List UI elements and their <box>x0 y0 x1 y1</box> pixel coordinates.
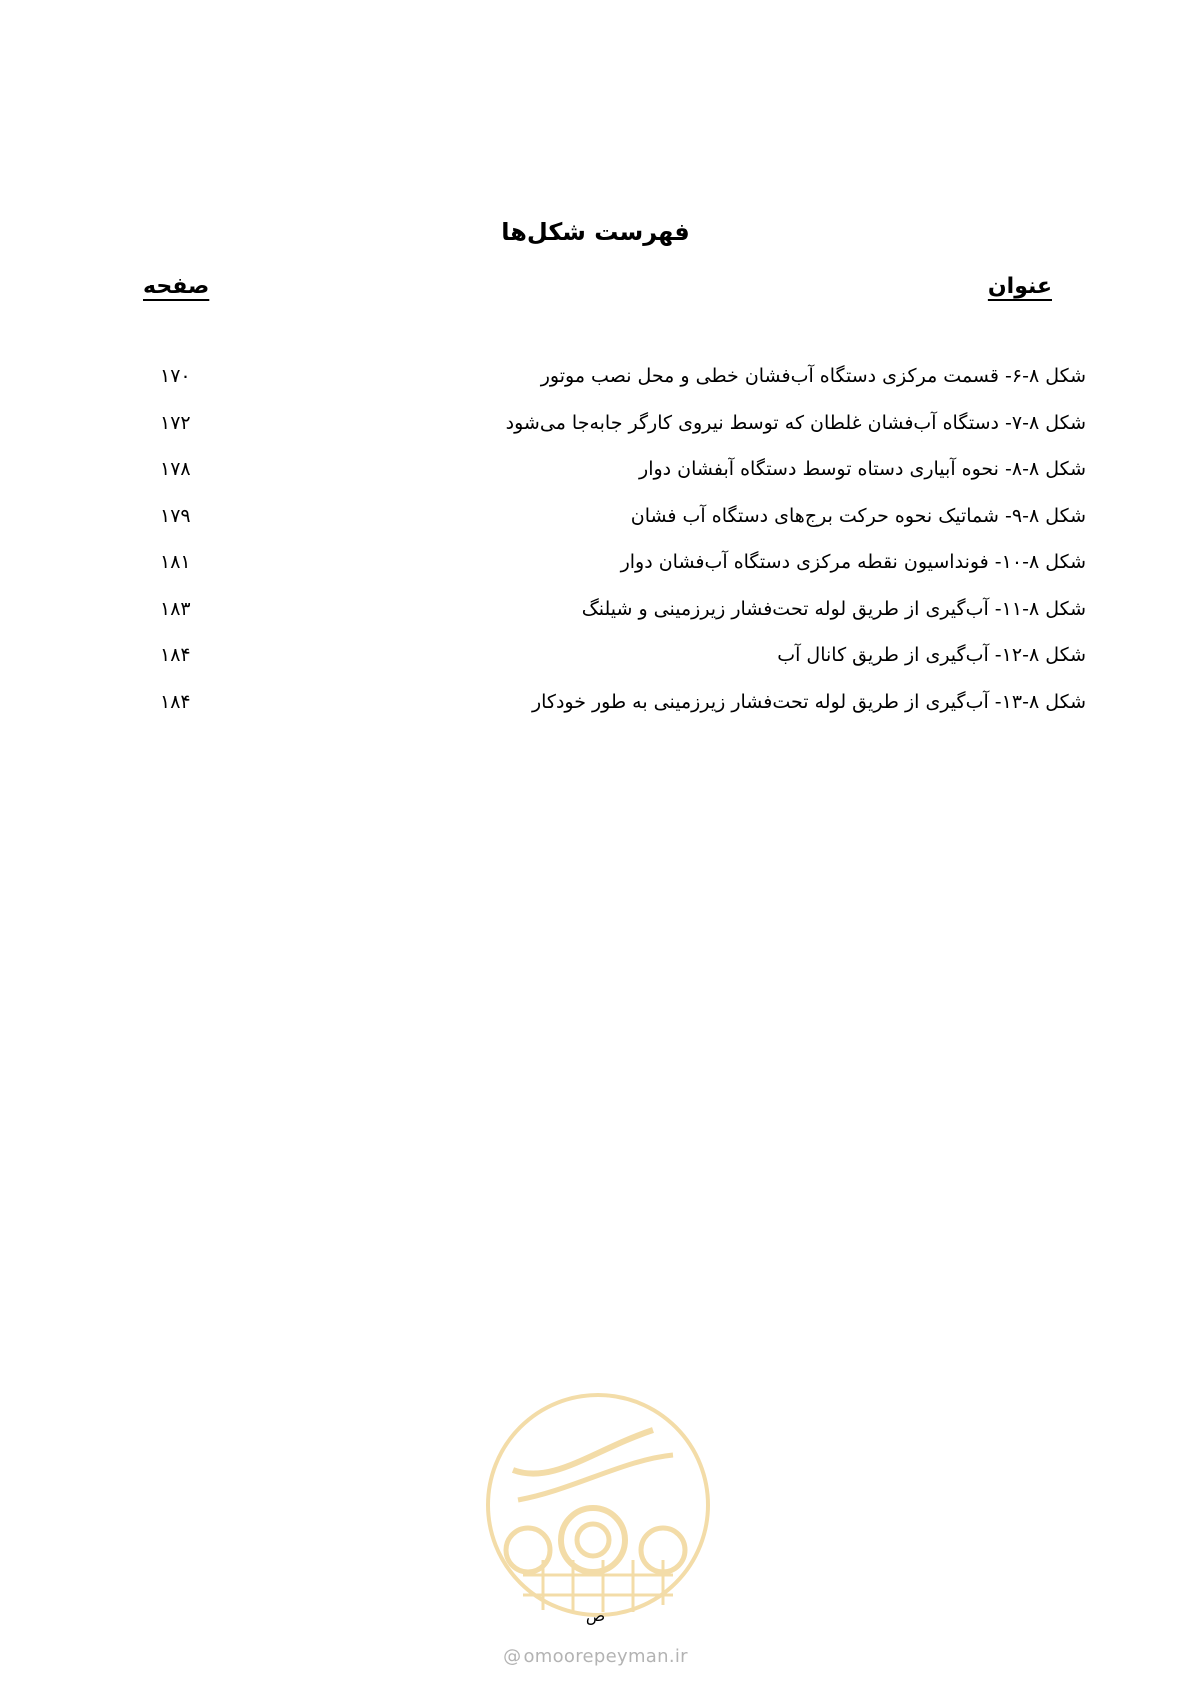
figure-title: شکل ۸-۷- دستگاه آب‌فشان غلطان که توسط نیروی کارگر جابه‌جا می‌شود <box>505 411 1086 434</box>
figure-page-number: ۱۷۹ <box>160 504 191 527</box>
figure-title: شکل ۸-۱۱- آب‌گیری از طریق لوله تحت‌فشار زیرزمینی و شیلنگ <box>581 597 1086 620</box>
figure-title: شکل ۸-۸- نحوه آبیاری دستاه توسط دستگاه آبفشان دوار <box>639 458 1086 480</box>
at-sign-icon: @ <box>503 1646 522 1667</box>
figure-list <box>0 365 1191 737</box>
page-number: ص <box>585 1606 606 1625</box>
list-item[interactable] <box>0 644 1191 691</box>
list-item[interactable] <box>0 365 1191 412</box>
figure-page-number: ۱۸۴ <box>160 644 191 666</box>
figure-page-number: ۱۸۴ <box>160 690 191 713</box>
figure-title: شکل ۸-۱۰- فونداسیون نقطه مرکزی دستگاه آب‌فشان دوار <box>620 551 1086 573</box>
watermark-seal-icon <box>483 1390 713 1620</box>
figure-page-number: ۱۷۸ <box>160 458 191 480</box>
figure-page-number: ۱۷۲ <box>160 411 191 434</box>
watermark-url-text: omoorepeyman.ir <box>523 1646 688 1667</box>
watermark-url <box>0 1646 1191 1667</box>
list-item[interactable] <box>0 505 1191 552</box>
column-header-title: عنوان <box>987 274 1052 299</box>
figure-page-number: ۱۷۰ <box>160 365 191 387</box>
list-item[interactable] <box>0 458 1191 505</box>
figure-page-number: ۱۸۱ <box>160 551 191 573</box>
figure-title: شکل ۸-۶- قسمت مرکزی دستگاه آب‌فشان خطی و محل نصب موتور <box>540 365 1086 387</box>
list-item[interactable] <box>0 691 1191 738</box>
figure-title: شکل ۸-۹- شماتیک نحوه حرکت برج‌های دستگاه آب فشان <box>630 504 1086 527</box>
list-item[interactable] <box>0 412 1191 459</box>
figure-title: شکل ۸-۱۳- آب‌گیری از طریق لوله تحت‌فشار زیرزمینی به طور خودکار <box>531 690 1086 713</box>
list-item[interactable] <box>0 598 1191 645</box>
figure-title: شکل ۸-۱۲- آب‌گیری از طریق کانال آب <box>777 644 1086 666</box>
column-header-page: صفحه <box>143 274 210 299</box>
list-item[interactable] <box>0 551 1191 598</box>
page-title: فهرست شکل‌ها <box>501 218 690 246</box>
figure-page-number: ۱۸۳ <box>160 597 191 620</box>
